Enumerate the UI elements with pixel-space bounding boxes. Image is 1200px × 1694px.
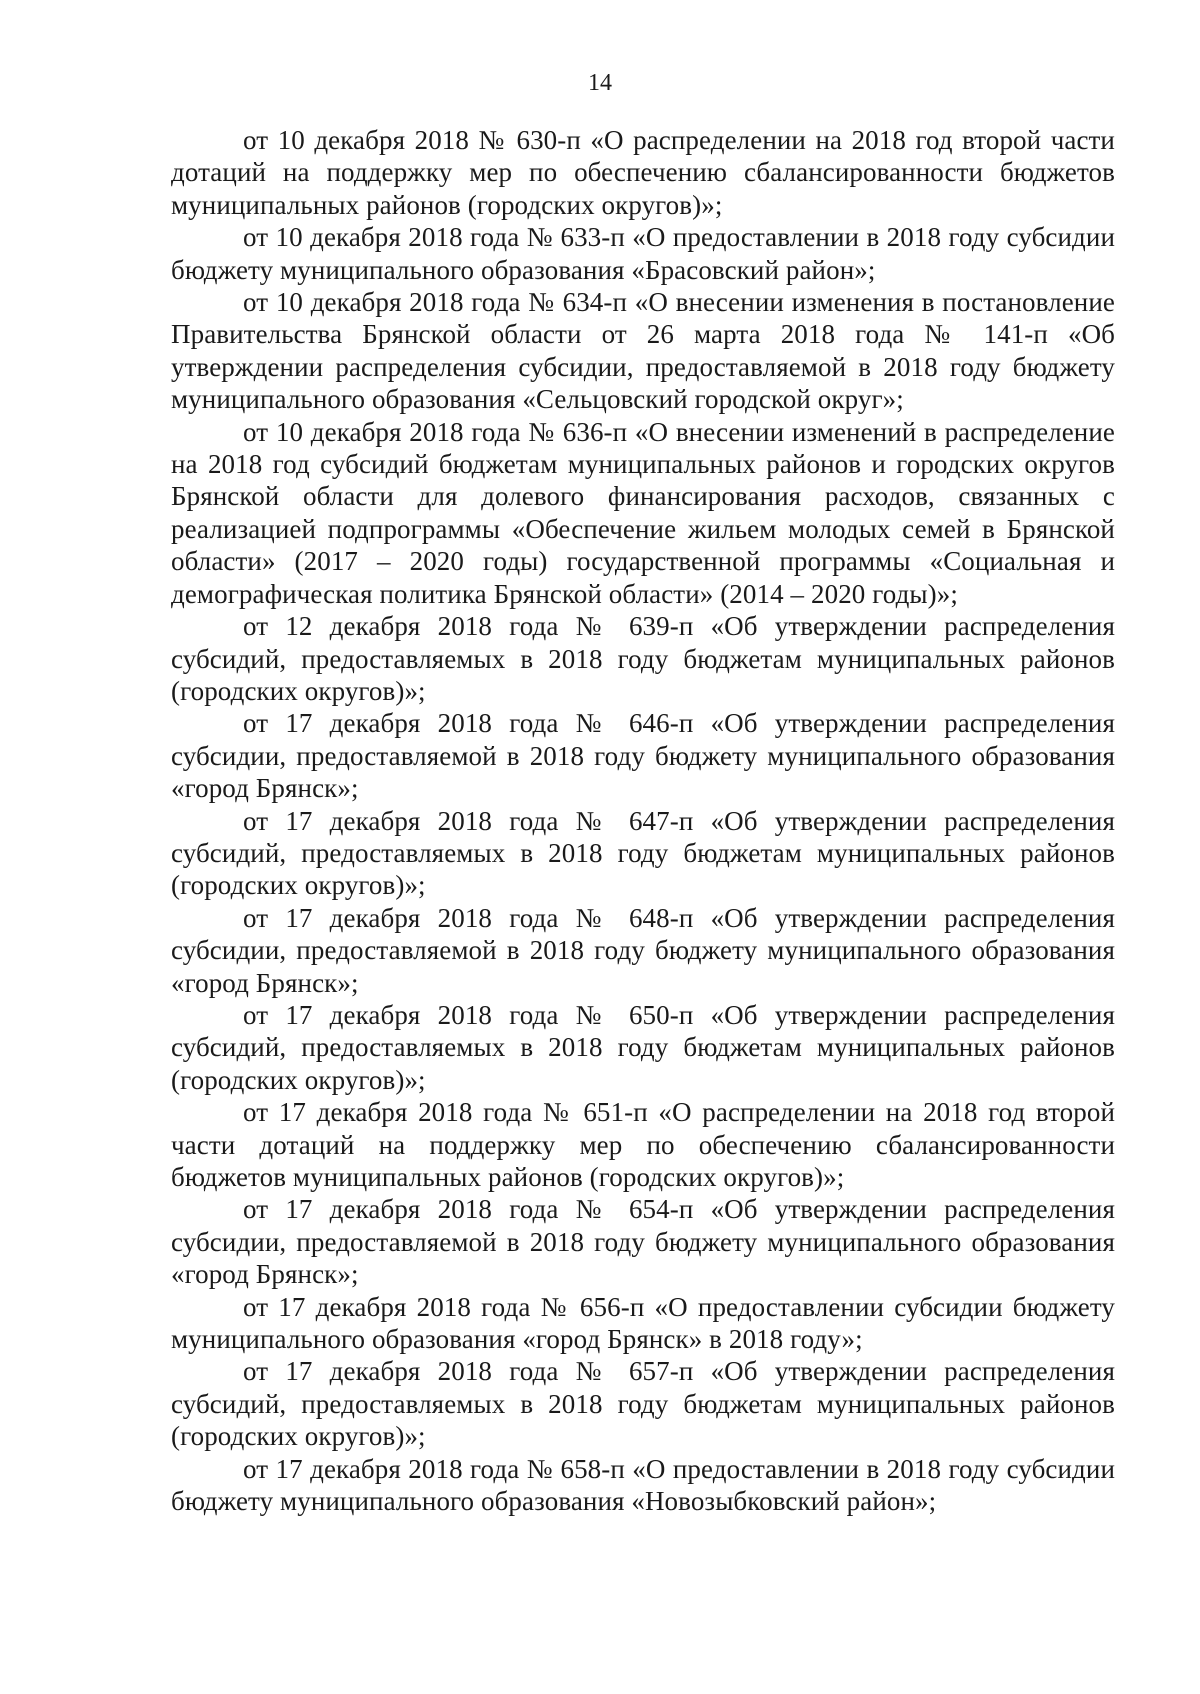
document-body: [171, 124, 1115, 1517]
paragraph-11: от 17 декабря 2018 года № 654-п «Об утверждении распределения субсидии, предоставляемой в 2018 году бюджету муниципального образования «город Брянск»;: [171, 1194, 1115, 1290]
paragraph-9: от 17 декабря 2018 года № 650-п «Об утверждении распределения субсидий, предоставляемых в 2018 году бюджетам муниципальных районов (городских округов)»;: [171, 999, 1115, 1095]
paragraph-3: от 10 декабря 2018 года № 634-п «О внесении изменения в постановление Правительства Брянской области от 26 марта 2018 года № 141-п «Об утверждении распределения субсидии, предоставляемой в 2018 году бюджету муниципального образования «Сельцовский городской округ»;: [171, 287, 1115, 415]
page-number: 14: [588, 70, 612, 96]
paragraph-10: от 17 декабря 2018 года № 651-п «О распределении на 2018 год второй части дотаций на поддержку мер по обеспечению сбалансированности бюджетов муниципальных районов (городских округов)»;: [171, 1097, 1115, 1192]
paragraph-8: от 17 декабря 2018 года № 648-п «Об утверждении распределения субсидии, предоставляемой в 2018 году бюджету муниципального образования «город Брянск»;: [171, 902, 1115, 998]
paragraph-1: от 10 декабря 2018 № 630-п «О распределении на 2018 год второй части дотаций на поддержку мер по обеспечению сбалансированности бюджетов муниципальных районов (городских округов)»;: [171, 125, 1115, 220]
paragraph-7: от 17 декабря 2018 года № 647-п «Об утверждении распределения субсидий, предоставляемых в 2018 году бюджетам муниципальных районов (городских округов)»;: [171, 805, 1115, 901]
paragraph-5: от 12 декабря 2018 года № 639-п «Об утверждении распределения субсидий, предоставляемых в 2018 году бюджетам муниципальных районов (городских округов)»;: [171, 611, 1115, 706]
paragraph-13: от 17 декабря 2018 года № 657-п «Об утверждении распределения субсидий, предоставляемых в 2018 году бюджетам муниципальных районов (городских округов)»;: [171, 1356, 1115, 1452]
paragraph-2: от 10 декабря 2018 года № 633-п «О предоставлении в 2018 году субсидии бюджету муниципального образования «Брасовский район»;: [171, 222, 1115, 285]
paragraph-14: от 17 декабря 2018 года № 658-п «О предоставлении в 2018 году субсидии бюджету муниципального образования «Новозыбковский район»;: [171, 1453, 1115, 1517]
paragraph-4: от 10 декабря 2018 года № 636-п «О внесении изменений в распределение на 2018 год субсидий бюджетам муниципальных районов и городских округов Брянской области для долевого финансирования расходов, связанных с реализацией подпрограммы «Обеспечение жильем молодых семей в Брянской области» (2017 – 2020 годы) государственной программы «Социальная и демографическая политика Брянской области» (2014 – 2020 годы)»;: [171, 416, 1115, 609]
paragraph-12: от 17 декабря 2018 года № 656-п «О предоставлении субсидии бюджету муниципального образования «город Брянск» в 2018 году»;: [171, 1291, 1115, 1355]
paragraph-6: от 17 декабря 2018 года № 646-п «Об утверждении распределения субсидии, предоставляемой в 2018 году бюджету муниципального образования «город Брянск»;: [171, 708, 1115, 804]
